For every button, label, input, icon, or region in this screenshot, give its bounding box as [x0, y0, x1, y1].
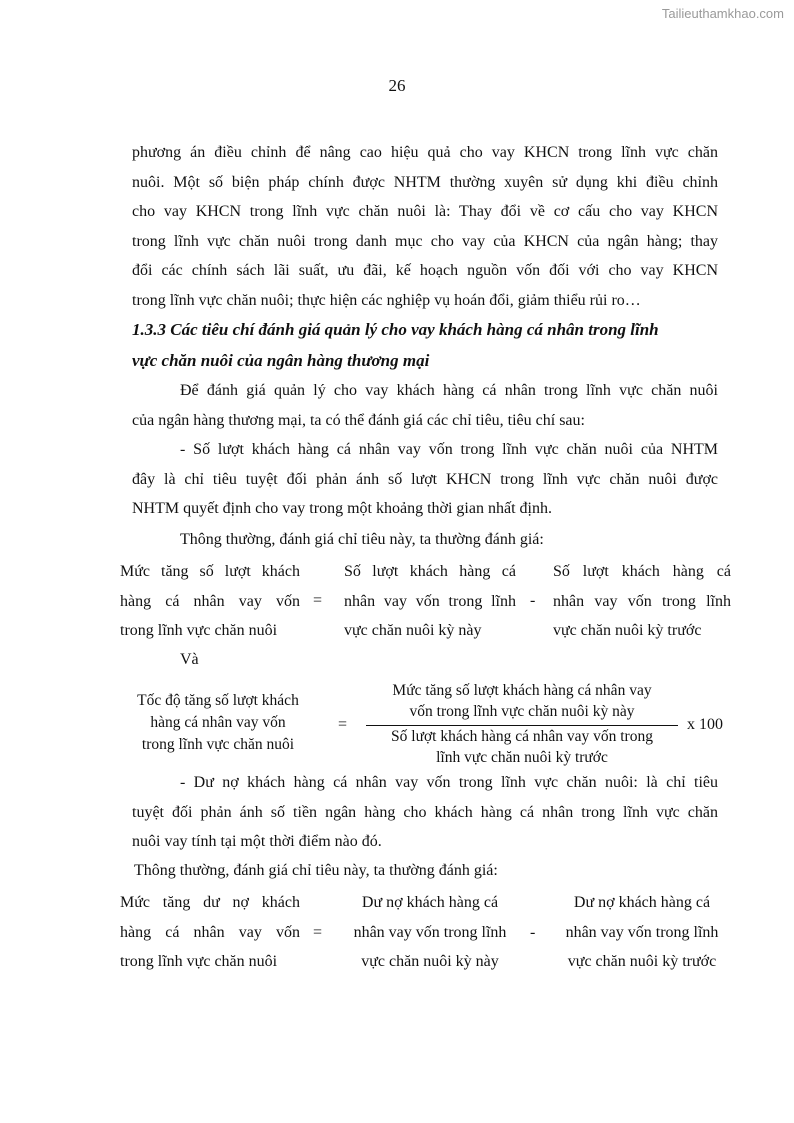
formula-line: Số lượt khách hàng cá: [344, 563, 516, 580]
formula-line: hàng cá nhân vay vốn: [150, 714, 286, 731]
formula-line: Số lượt khách hàng cá nhân vay vốn trong: [391, 728, 653, 745]
text-line: cho vay KHCN trong lĩnh vực chăn nuôi là: Thay đổi về cơ cấu cho vay KHCN: [132, 203, 718, 220]
section-heading: [132, 314, 722, 376]
text-line: của ngân hàng thương mại, ta có thể đánh giá các chỉ tiêu, tiêu chí sau:: [132, 411, 585, 429]
usual-eval-2: Thông thường, đánh giá chỉ tiêu này, ta thường đánh giá:: [134, 862, 498, 879]
intro-paragraph: [132, 138, 718, 315]
text-line: đây là chỉ tiêu tuyệt đối phản ánh số lượt KHCN trong lĩnh vực chăn nuôi được: [132, 470, 718, 488]
formula-line: vực chăn nuôi kỳ này: [361, 953, 499, 970]
formula-line: nhân vay vốn trong lĩnh: [353, 923, 507, 941]
equals-sign: =: [313, 924, 323, 941]
minus-sign: -: [530, 592, 536, 609]
formula-line: trong lĩnh vực chăn nuôi: [120, 953, 278, 970]
multiplier: x 100: [687, 716, 723, 733]
and-word: Và: [180, 651, 199, 668]
minus-sign: -: [530, 924, 536, 941]
text-line: trong lĩnh vực chăn nuôi trong danh mục cho vay của KHCN của ngân hàng; thay: [132, 232, 718, 250]
formula-1-lhs: [120, 557, 300, 646]
formula-2-lhs: [118, 690, 318, 756]
text-line: tuyệt đối phản ánh số tiền ngân hàng cho khách hàng cá nhân trong lĩnh vực chăn: [132, 803, 718, 821]
formula-line: Mức tăng số lượt khách: [120, 563, 300, 580]
equals-sign: =: [338, 716, 348, 733]
formula-line: hàng cá nhân vay vốn: [120, 923, 300, 941]
watermark: Tailieuthamkhao.com: [661, 6, 784, 21]
formula-line: vốn trong lĩnh vực chăn nuôi kỳ này: [409, 703, 635, 720]
fraction-denominator: [362, 726, 682, 768]
formula-line: vực chăn nuôi kỳ trước: [567, 953, 717, 970]
equals-sign: =: [313, 592, 323, 609]
formula-line: vực chăn nuôi kỳ này: [344, 622, 482, 639]
formula-line: trong lĩnh vực chăn nuôi: [120, 622, 278, 639]
text-line: phương án điều chỉnh để nâng cao hiệu quả cho vay KHCN trong lĩnh vực chăn: [132, 144, 718, 161]
formula-line: Dư nợ khách hàng cá: [573, 894, 711, 911]
page-number: 26: [388, 76, 406, 95]
heading-line: 1.3.3 Các tiêu chí đánh giá quản lý cho vay khách hàng cá nhân trong lĩnh: [132, 320, 659, 339]
formula-line: Dư nợ khách hàng cá: [361, 894, 499, 911]
formula-3-lhs: [120, 888, 300, 977]
formula-1-term-a: [344, 557, 516, 646]
text-line: nuôi. Một số biện pháp chính được NHTM thường xuyên sử dụng khi điều chỉnh: [132, 173, 718, 191]
text-line: NHTM quyết định cho vay trong một khoảng thời gian nhất định.: [132, 500, 552, 517]
formula-line: hàng cá nhân vay vốn: [120, 592, 300, 610]
text-line: nuôi vay tính tại một thời điểm nào đó.: [132, 833, 382, 850]
formula-1-term-b: [553, 557, 731, 646]
heading-line: vực chăn nuôi của ngân hàng thương mại: [132, 351, 430, 370]
fraction-numerator: [362, 680, 682, 722]
formula-line: lĩnh vực chăn nuôi kỳ trước: [436, 749, 608, 766]
formula-line: Mức tăng số lượt khách hàng cá nhân vay: [392, 682, 652, 699]
formula-line: Số lượt khách hàng cá: [553, 563, 731, 580]
text-line: trong lĩnh vực chăn nuôi; thực hiện các nghiệp vụ hoán đổi, giảm thiểu rủi ro…: [132, 291, 641, 309]
formula-line: nhân vay vốn trong lĩnh: [553, 592, 731, 610]
usual-eval-1: Thông thường, đánh giá chỉ tiêu này, ta thường đánh giá:: [180, 531, 544, 548]
criteria-intro: [132, 376, 718, 435]
text-line: Để đánh giá quản lý cho vay khách hàng cá nhân trong lĩnh vực chăn nuôi: [180, 382, 718, 399]
criterion-2: [132, 768, 718, 857]
formula-line: vực chăn nuôi kỳ trước: [553, 622, 702, 639]
criterion-1: [132, 435, 718, 524]
formula-line: nhân vay vốn trong lĩnh: [344, 592, 516, 610]
formula-line: trong lĩnh vực chăn nuôi: [141, 736, 295, 753]
formula-line: Mức tăng dư nợ khách: [120, 894, 300, 911]
formula-line: nhân vay vốn trong lĩnh: [565, 923, 719, 941]
formula-3-term-b: [550, 888, 734, 977]
text-line: đổi các chính sách lãi suất, ưu đãi, kế hoạch nguồn vốn đối với cho vay KHCN: [132, 262, 718, 279]
formula-line: Tốc độ tăng số lượt khách: [137, 692, 299, 709]
formula-3-term-a: [340, 888, 520, 977]
text-line: - Số lượt khách hàng cá nhân vay vốn trong lĩnh vực chăn nuôi của NHTM: [180, 441, 718, 458]
text-line: - Dư nợ khách hàng cá nhân vay vốn trong lĩnh vực chăn nuôi: là chỉ tiêu: [180, 774, 718, 791]
